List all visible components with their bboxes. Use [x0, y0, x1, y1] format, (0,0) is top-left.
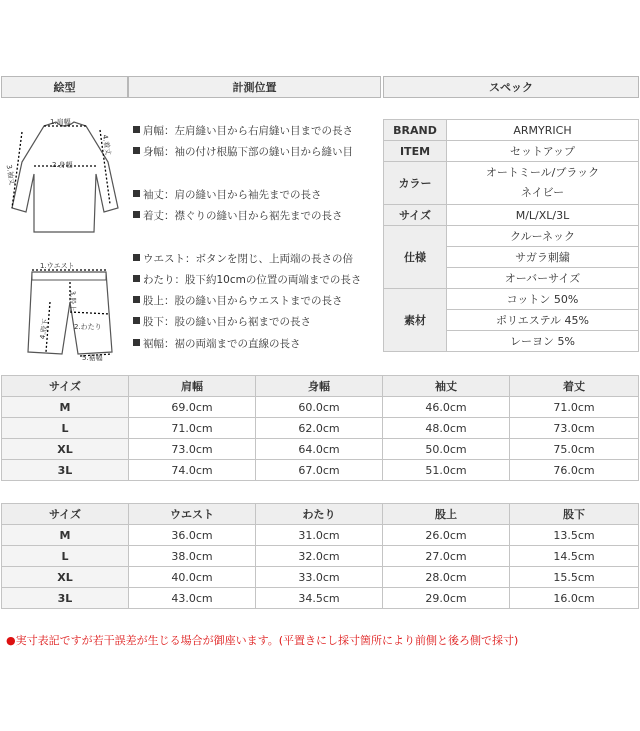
header-pattern-label: 絵型	[53, 81, 76, 94]
top-header-sleeve: 袖丈	[383, 376, 510, 397]
value-cell: 71.0cm	[129, 418, 256, 439]
header-measure-label: 計測位置	[232, 81, 277, 94]
bottom-header-inseam: 股下	[510, 504, 639, 525]
spec-table	[383, 119, 639, 352]
spec-color-2: ネイビー	[520, 186, 565, 199]
value-cell: 16.0cm	[510, 588, 639, 609]
table-row	[2, 460, 639, 481]
pants-label-1: 1.ウエスト	[40, 262, 75, 270]
value-cell: 32.0cm	[256, 546, 383, 567]
value-cell: 43.0cm	[129, 588, 256, 609]
note-1	[133, 123, 353, 138]
bottom-header-rise: 股上	[383, 504, 510, 525]
value-cell: 76.0cm	[510, 460, 639, 481]
table-row	[2, 397, 639, 418]
note-2	[133, 144, 353, 159]
table-row	[2, 588, 639, 609]
header-spec	[383, 76, 639, 98]
value-cell: 73.0cm	[129, 439, 256, 460]
value-cell: 60.0cm	[256, 397, 383, 418]
note-text: 股下：股の縫い目から裾までの長さ	[143, 316, 311, 328]
pants-label-3: 3.股上	[68, 290, 77, 312]
value-cell: 50.0cm	[383, 439, 510, 460]
pants-label-4: 4.股下	[38, 318, 51, 340]
spec-size-label: サイズ	[384, 205, 447, 226]
note-text: 身幅：袖の付け根脇下部の縫い目から縫い目	[143, 146, 353, 158]
note-text: 袖丈：肩の縫い目から袖先までの長さ	[143, 189, 322, 201]
value-cell: 64.0cm	[256, 439, 383, 460]
spec-feature-3: オーバーサイズ	[447, 268, 639, 289]
size-cell: M	[2, 525, 129, 546]
value-cell: 31.0cm	[256, 525, 383, 546]
shirt-label-1: 1.肩幅	[50, 118, 71, 126]
size-cell: 3L	[2, 460, 129, 481]
value-cell: 13.5cm	[510, 525, 639, 546]
value-cell: 29.0cm	[383, 588, 510, 609]
spec-feature-2: サガラ刺繍	[447, 247, 639, 268]
value-cell: 14.5cm	[510, 546, 639, 567]
shirt-label-4: 4.着丈	[100, 134, 113, 156]
pants-diagram	[20, 262, 120, 362]
spec-material-3: レーヨン 5%	[447, 331, 639, 352]
value-cell: 27.0cm	[383, 546, 510, 567]
bottom-header-waist: ウエスト	[129, 504, 256, 525]
size-cell: 3L	[2, 588, 129, 609]
pants-label-5: 5.裾幅	[82, 354, 103, 362]
value-cell: 15.5cm	[510, 567, 639, 588]
shirt-label-2: 2.身幅	[52, 161, 73, 169]
note-7	[133, 293, 343, 308]
value-cell: 38.0cm	[129, 546, 256, 567]
value-cell: 33.0cm	[256, 567, 383, 588]
note-3	[133, 187, 322, 202]
note-8	[133, 314, 311, 329]
note-text: わたり：股下約10cmの位置の両端までの長さ	[143, 274, 362, 286]
header-spec-label: スペック	[489, 81, 533, 94]
size-cell: XL	[2, 439, 129, 460]
spec-item-label: ITEM	[384, 141, 447, 162]
note-text: 着丈：襟ぐりの縫い目から裾先までの長さ	[143, 210, 343, 222]
value-cell: 36.0cm	[129, 525, 256, 546]
value-cell: 67.0cm	[256, 460, 383, 481]
shirt-label-3: 3.袖丈	[4, 164, 17, 186]
spec-feature-label: 仕様	[384, 226, 447, 289]
table-row	[2, 525, 639, 546]
top-header-size: サイズ	[2, 376, 129, 397]
spec-feature-1: クルーネック	[447, 226, 639, 247]
top-header-shoulder: 肩幅	[129, 376, 256, 397]
value-cell: 74.0cm	[129, 460, 256, 481]
bottom-size-table	[1, 503, 639, 609]
table-row	[2, 439, 639, 460]
spec-color-label: カラー	[384, 162, 447, 205]
note-text: 肩幅：左肩縫い目から右肩縫い目までの長さ	[143, 125, 353, 137]
top-header-length: 着丈	[510, 376, 639, 397]
note-5	[133, 251, 353, 266]
spec-color-value	[447, 162, 639, 205]
bottom-header-size: サイズ	[2, 504, 129, 525]
size-cell: XL	[2, 567, 129, 588]
value-cell: 34.5cm	[256, 588, 383, 609]
table-row	[2, 546, 639, 567]
size-cell: L	[2, 418, 129, 439]
value-cell: 73.0cm	[510, 418, 639, 439]
note-4	[133, 208, 343, 223]
value-cell: 48.0cm	[383, 418, 510, 439]
table-row	[2, 418, 639, 439]
value-cell: 75.0cm	[510, 439, 639, 460]
spec-material-1: コットン 50%	[447, 289, 639, 310]
top-size-table	[1, 375, 639, 481]
spec-color-1: オートミール/ブラック	[485, 166, 600, 179]
spec-size-value: M/L/XL/3L	[447, 205, 639, 226]
note-6	[133, 272, 361, 287]
value-cell: 46.0cm	[383, 397, 510, 418]
table-row	[2, 567, 639, 588]
value-cell: 71.0cm	[510, 397, 639, 418]
note-text: 股上：股の縫い目からウエストまでの長さ	[143, 295, 343, 307]
pants-label-2: 2.わたり	[74, 323, 102, 331]
size-cell: L	[2, 546, 129, 567]
value-cell: 40.0cm	[129, 567, 256, 588]
note-9	[133, 336, 301, 351]
spec-item-value: セットアップ	[447, 141, 639, 162]
header-measure	[128, 76, 381, 98]
value-cell: 28.0cm	[383, 567, 510, 588]
note-text: 裾幅：裾の両端までの直線の長さ	[143, 338, 301, 350]
note-text: ウエスト：ボタンを閉じ、上両端の長さの倍	[143, 253, 353, 265]
spec-material-2: ポリエステル 45%	[447, 310, 639, 331]
size-cell: M	[2, 397, 129, 418]
value-cell: 69.0cm	[129, 397, 256, 418]
shirt-diagram	[4, 112, 126, 240]
header-pattern	[1, 76, 128, 98]
spec-brand-label: BRAND	[384, 120, 447, 141]
spec-material-label: 素材	[384, 289, 447, 352]
value-cell: 51.0cm	[383, 460, 510, 481]
spec-brand-value: ARMYRICH	[447, 120, 639, 141]
top-header-body: 身幅	[256, 376, 383, 397]
footnote: ●実寸表記ですが若干誤差が生じる場合が御座います。(平置きにし採寸箇所により前側と後ろ側で採寸)	[6, 634, 519, 647]
value-cell: 62.0cm	[256, 418, 383, 439]
value-cell: 26.0cm	[383, 525, 510, 546]
bottom-header-thigh: わたり	[256, 504, 383, 525]
